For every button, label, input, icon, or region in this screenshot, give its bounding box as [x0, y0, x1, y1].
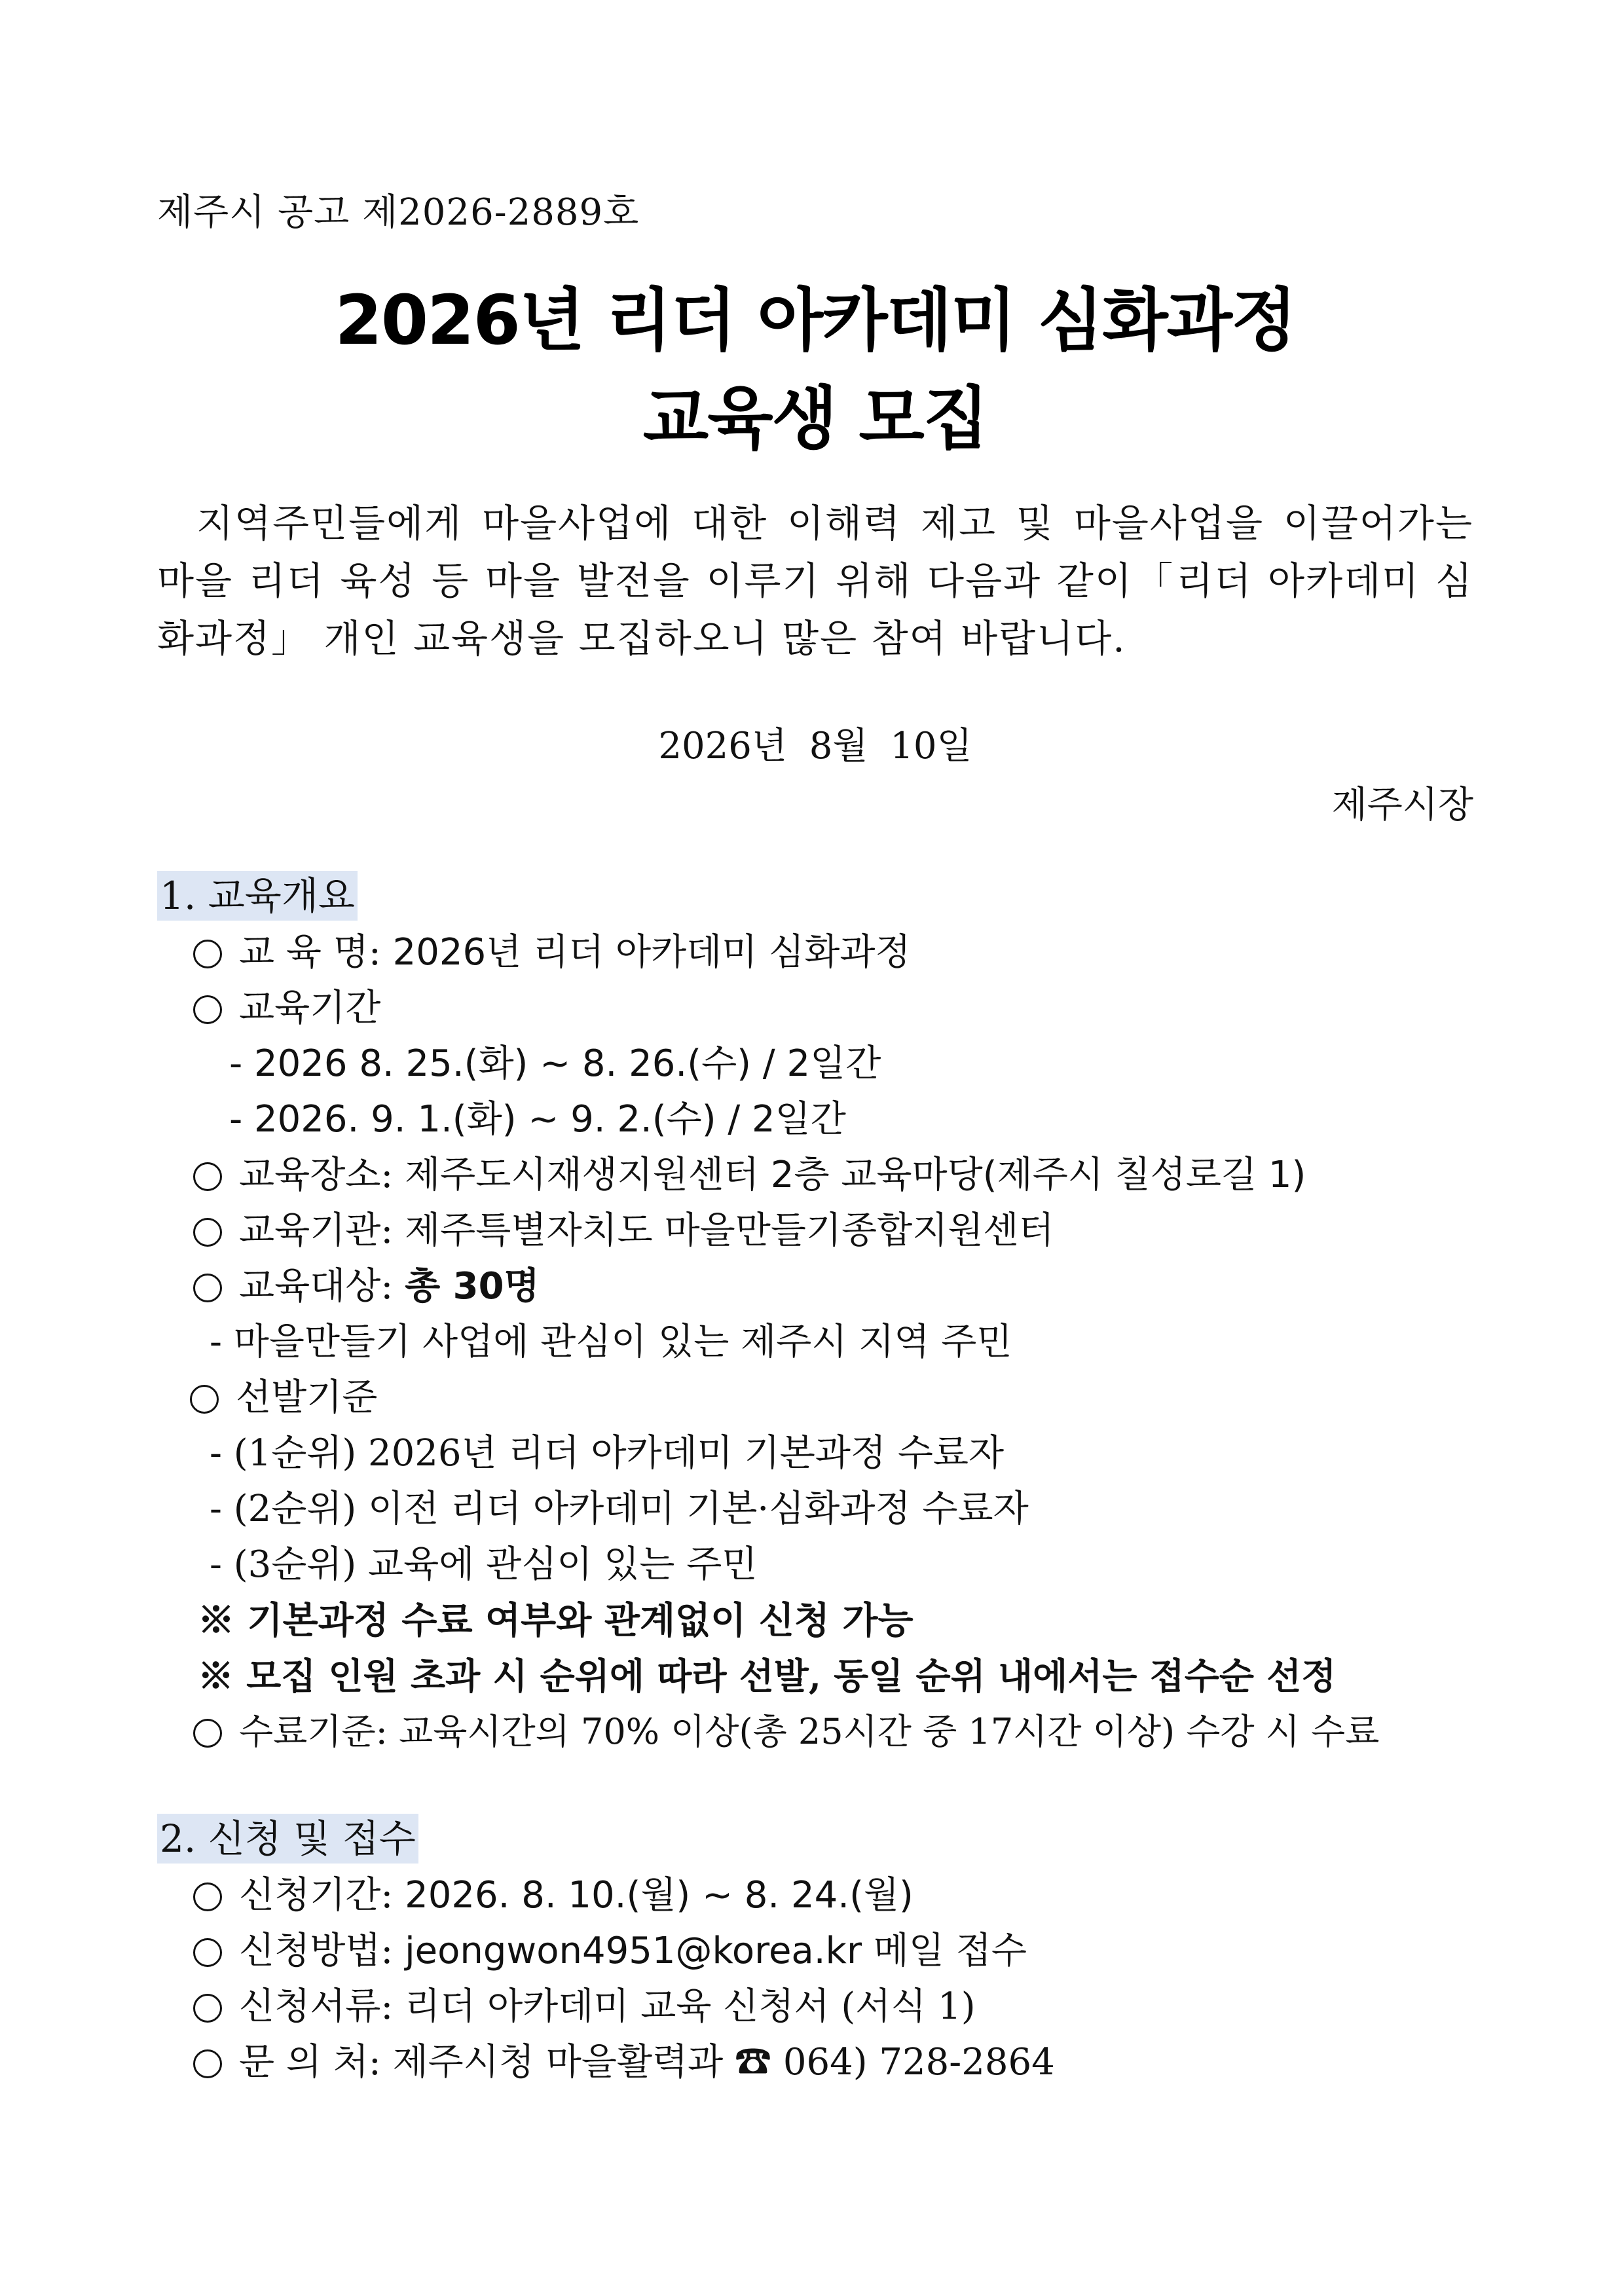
- issuer: 제주시장: [1331, 784, 1473, 826]
- notice-date: 2026년 8월 10일: [658, 725, 972, 767]
- venue-row: [193, 1152, 1306, 1198]
- circle-bullet-icon: [193, 1882, 222, 1911]
- note-1: ※ 기본과정 수료 여부와 관계없이 신청 가능: [198, 1599, 913, 1642]
- target-value: 총 30명: [405, 1265, 540, 1308]
- target-label: 교육대상:: [239, 1265, 394, 1308]
- org-row: [193, 1208, 1054, 1254]
- period-row: [193, 985, 380, 1031]
- contact-value: 제주시청 마을활력과 ☎ 064) 728-2864: [392, 2041, 1055, 2084]
- selection-item-3: - (3순위) 교육에 관심이 있는 주민: [210, 1543, 758, 1586]
- method-value: jeongwon4951@korea.kr 메일 접수: [405, 1930, 1027, 1972]
- circle-bullet-icon: [193, 1719, 222, 1748]
- docs-label: 신청서류:: [239, 1985, 394, 2028]
- completion-value: 교육시간의 70% 이상(총 25시간 중 17시간 이상) 수강 시 수료: [399, 1711, 1380, 1752]
- apply-period-row: [193, 1873, 913, 1919]
- circle-bullet-icon: [193, 995, 222, 1024]
- contact-label: 문 의 처:: [239, 2041, 381, 2084]
- intro-paragraph: [157, 494, 1473, 667]
- circle-bullet-icon: [193, 1162, 222, 1191]
- contact-row: [193, 2040, 1055, 2085]
- period-label: 교육기간: [239, 987, 381, 1029]
- circle-bullet-icon: [193, 1994, 222, 2023]
- target-row: [193, 1264, 540, 1310]
- selection-item-1: - (1순위) 2026년 리더 아카데미 기본과정 수료자: [210, 1432, 1005, 1475]
- method-row: [193, 1928, 1027, 1974]
- course-name-row: [193, 930, 911, 976]
- docs-row: [193, 1984, 976, 2030]
- course-name-label: 교 육 명:: [239, 931, 381, 974]
- org-value: 제주특별자치도 마을만들기종합지원센터: [405, 1209, 1054, 1252]
- circle-bullet-icon: [190, 1385, 219, 1414]
- period-item-1: - 2026 8. 25.(화) ~ 8. 26.(수) / 2일간: [229, 1042, 881, 1085]
- selection-row: [190, 1375, 377, 1421]
- venue-label: 교육장소:: [239, 1154, 394, 1196]
- venue-value: 제주도시재생지원센터 2층 교육마당(제주시 칠성로길 1): [405, 1154, 1306, 1196]
- target-detail: - 마을만들기 사업에 관심이 있는 제주시 지역 주민: [210, 1321, 1012, 1363]
- circle-bullet-icon: [193, 1938, 222, 1967]
- org-label: 교육기관:: [239, 1209, 394, 1252]
- notice-number: 제주시 공고 제2026-2889호: [157, 191, 640, 234]
- circle-bullet-icon: [193, 1218, 222, 1247]
- completion-row: [193, 1709, 1379, 1755]
- circle-bullet-icon: [193, 1274, 222, 1302]
- apply-period-label: 신청기간:: [239, 1874, 394, 1917]
- circle-bullet-icon: [193, 940, 222, 968]
- completion-label: 수료기준:: [239, 1711, 388, 1752]
- title-line-1: 2026년 리더 아카데미 심화과정: [335, 280, 1296, 360]
- method-label: 신청방법:: [239, 1930, 394, 1972]
- section-1-heading: 1. 교육개요: [157, 871, 358, 921]
- circle-bullet-icon: [193, 2049, 222, 2078]
- title-line-2: 교육생 모집: [642, 378, 988, 458]
- selection-item-2: - (2순위) 이전 리더 아카데미 기본·심화과정 수료자: [210, 1488, 1029, 1530]
- apply-period-value: 2026. 8. 10.(월) ~ 8. 24.(월): [405, 1874, 913, 1917]
- selection-label: 선발기준: [236, 1376, 378, 1419]
- section-2-heading: 2. 신청 및 접수: [157, 1814, 418, 1864]
- note-2: ※ 모집 인원 초과 시 순위에 따라 선발, 동일 순위 내에서는 접수순 선정: [198, 1655, 1337, 1697]
- course-name-value: 2026년 리더 아카데미 심화과정: [392, 931, 911, 974]
- intro-text: 지역주민들에게 마을사업에 대한 이해력 제고 및 마을사업을 이끌어가는 마을 리더 육성 등 마을 발전을 이루기 위해 다음과 같이「리더 아카데미 심화과정」 개인 교육생을 모집하오니 많은 참여 바랍니다.: [157, 501, 1473, 661]
- docs-value: 리더 아카데미 교육 신청서 (서식 1): [405, 1985, 976, 2028]
- period-item-2: - 2026. 9. 1.(화) ~ 9. 2.(수) / 2일간: [229, 1098, 846, 1141]
